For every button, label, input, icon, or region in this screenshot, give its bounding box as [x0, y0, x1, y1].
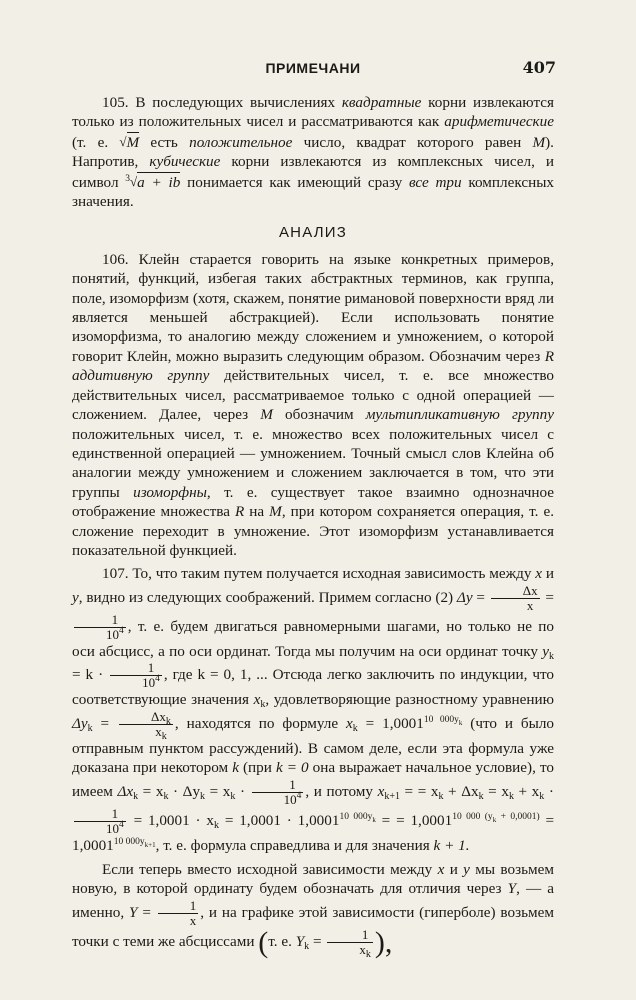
fraction-dx-over-x: $\frac{\Delta x}{x}$ [491, 584, 540, 613]
note-107: 107. То, что таким путем получается исходная зависимость между x и y, видно из следующих соображений. Примем согласно (2) Δy = $\frac{\Delta x}{x}$ = $\frac{1}{10^4}$ , т. е. будем двигаться равномерными шагами, но только не по оси абсцисс, а по оси ординат. Тогда мы получим на оси ординат точку $y_k = k$ · $\frac{1}{10^4}$ , где k = 0, 1, ... Отсюда легко заключить по индукции, что соответствующие значения $x_k$, удовлетворяющие разностному уравнению $\Delta y_k$ = $\frac{\Delta x_k}{x_k}$ , находятся по формуле $x_k = 1,0001^{10 000y_k}$ (что и было отправным пунктом рассуждений). В самом деле, если эта формула уже доказана при некотором k (при k = 0 она выражает начальное условие), то имеем $\Delta x_k = x_k \cdot \Delta y_k = x_k$ · $\frac{1}{10^4}$ , и потому $x_{k+1}$ = = $x_k + \Delta x_k = x_k + x_k$ · $\frac{1}{10^4}$ = $1,0001 \cdot x_k = 1,0001 \cdot 1,0001^{10 000y_k}$ = = $1,0001^{10 000 (y_k + 0,0001)} = 1,0001^{10 000y_{k+1}}$, т. е. формула справедлива и для значения k + 1. [72, 565, 555, 855]
fraction-one-over-10-4: $\frac{1}{10^4}$ [74, 807, 126, 836]
sqrt-symbol: √ [119, 133, 127, 149]
page-number: 407 [522, 58, 556, 77]
page-body [72, 93, 555, 960]
fraction-one-over-10-4: $\frac{1}{10^4}$ [252, 778, 304, 807]
note-105: 105. В последующих вычислениях квадратные корни извлекаются только из положительных чисел и рассматриваются как арифметические (т. е. √M есть положительное число, квадрат которого равен M). Напротив, кубические корни извлекаются из комплексных чисел, и символ $^3$√a + ib понимается как имеющий сразу все три комплексных значения. [72, 94, 554, 211]
note-106: 106. Клейн старается говорить на языке конкретных примеров, понятий, функций, избегая таких абстрактных терминов, как группа, поле, изоморфизм (хотя, скажем, понятие римановой поверхности вряд ли является меньшей абстракцией). Если использовать понятие изоморфизма, то аналогию между сложением и умножением, о которой говорит Клейн, можно выразить следующим образом. Обозначим через R аддитивную группу действительных чисел, т. е. все множество действительных чисел, рассматриваемое только с одной операцией — сложением. Далее, через M обозначим мультипликативную группу положительных чисел, т. е. множество всех положительных чисел с единственной операцией — умножением. Точный смысл слов Клейна об аналогии между умножением и сложением заключается в том, что эти группы изоморфны, т. е. существует такое взаимно однозначное отображение множества R на M, при котором сохраняется операция, т. е. сложение переходит в умножение. Этот изоморфизм устанавливается показательной функцией. [72, 250, 555, 559]
section-heading: АНАЛИЗ [278, 224, 348, 242]
fraction-one-over-x: $\frac{1}{x}$ [158, 899, 199, 928]
page-header [70, 60, 556, 80]
cube-root-symbol: √ [130, 173, 138, 189]
fraction-one-over-10-4: $\frac{1}{10^4}$ [74, 613, 126, 642]
fraction-one-over-10-4: $\frac{1}{10^4}$ [110, 661, 162, 690]
running-title: ПРИМЕЧАНИ [265, 60, 361, 76]
fraction-one-over-xk: $\frac{1}{x_k}$ [327, 928, 373, 957]
para-hyperbola: Если теперь вместо исходной зависимости между x и y мы возьмем новую, в которой ординату будем обозначать для отличия через Y, — а именно, Y = $\frac{1}{x}$ , и на графике этой зависимости (гиперболе) возьмем точки с теми же абсциссами (т. е. $Y_k$ = $\frac{1}{x_k}$ ), [72, 860, 554, 960]
fraction-dxk-over-xk: $\frac{\Delta x_k}{x_k}$ [119, 710, 173, 739]
